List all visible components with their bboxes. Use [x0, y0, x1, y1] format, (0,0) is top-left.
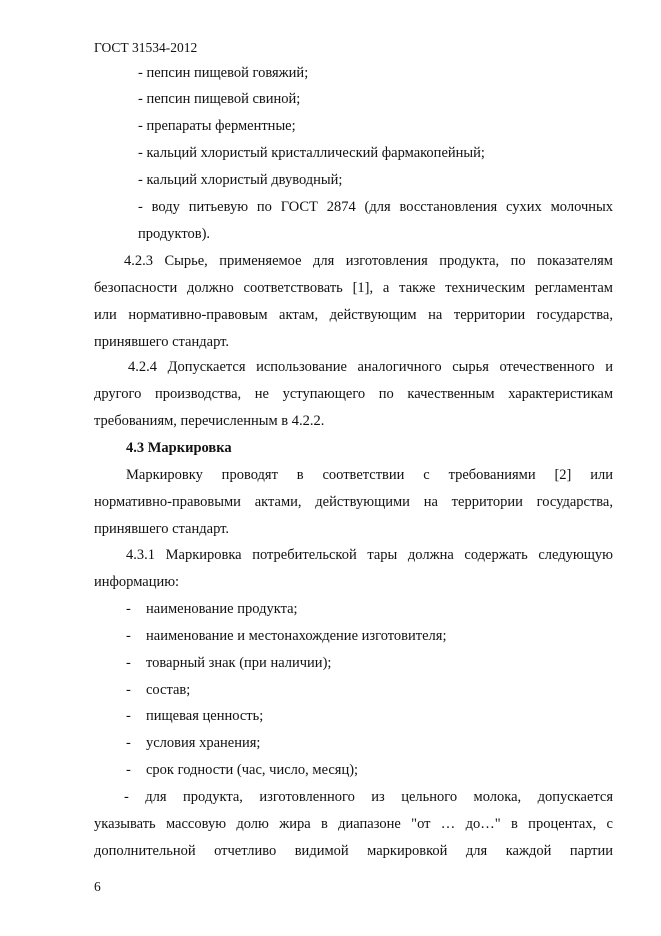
- list-item: пищевая ценность;: [146, 708, 264, 724]
- paragraph-last-line: - для продукта, изготовленного из цельного молока, допускается: [124, 789, 613, 805]
- paragraph-4-3-line: принявшего стандарт.: [94, 521, 229, 537]
- paragraph-4-3-1-line: 4.3.1 Маркировка потребительской тары должна содержать следующую: [126, 547, 613, 563]
- paragraph-last-line: дополнительной отчетливо видимой маркировкой для каждой партии: [94, 843, 613, 859]
- list-item-continuation: продуктов).: [138, 226, 211, 242]
- paragraph-4-2-3-line: безопасности должно соответствовать [1], а также техническим регламентам: [94, 280, 613, 296]
- page-number: 6: [94, 879, 101, 894]
- paragraph-4-3-line: нормативно-правовыми актами, действующими на территории государства,: [94, 494, 613, 510]
- paragraph-last-line: указывать массовую долю жира в диапазоне "от … до…" в процентах, с: [94, 816, 613, 832]
- list-dash: -: [126, 601, 131, 617]
- list-item: наименование и местонахождение изготовителя;: [146, 628, 447, 644]
- list-item: товарный знак (при наличии);: [146, 655, 332, 671]
- list-item: - кальций хлористый двуводный;: [138, 172, 343, 188]
- list-item: наименование продукта;: [146, 601, 298, 617]
- list-item: состав;: [146, 682, 191, 698]
- paragraph-4-2-4-line: требованиям, перечисленным в 4.2.2.: [94, 413, 325, 429]
- paragraph-4-2-3-line: принявшего стандарт.: [94, 334, 229, 350]
- paragraph-4-2-3-line: или нормативно-правовым актам, действующим на территории государства,: [94, 307, 613, 323]
- paragraph-4-2-3-line: 4.2.3 Сырье, применяемое для изготовления продукта, по показателям: [124, 253, 613, 269]
- list-dash: -: [126, 762, 131, 778]
- list-item: - пепсин пищевой говяжий;: [138, 65, 309, 81]
- list-item: - пепсин пищевой свиной;: [138, 91, 301, 107]
- list-dash: -: [126, 655, 131, 671]
- list-dash: -: [126, 682, 131, 698]
- paragraph-4-2-4-line: другого производства, не уступающего по качественным характеристикам: [94, 386, 613, 402]
- list-item: срок годности (час, число, месяц);: [146, 762, 359, 778]
- paragraph-4-3-line: Маркировку проводят в соответствии с требованиями [2] или: [126, 467, 613, 483]
- list-item: - кальций хлористый кристаллический фармакопейный;: [138, 145, 485, 161]
- list-dash: -: [126, 735, 131, 751]
- list-item: - воду питьевую по ГОСТ 2874 (для восстановления сухих молочных: [138, 199, 613, 215]
- paragraph-4-2-4-line: 4.2.4 Допускается использование аналогичного сырья отечественного и: [128, 359, 613, 375]
- list-item: - препараты ферментные;: [138, 118, 296, 134]
- list-dash: -: [126, 628, 131, 644]
- list-dash: -: [126, 708, 131, 724]
- document-header: ГОСТ 31534-2012: [94, 40, 198, 55]
- list-item: условия хранения;: [146, 735, 261, 751]
- paragraph-4-3-1-line: информацию:: [94, 574, 180, 590]
- section-heading: 4.3 Маркировка: [126, 440, 232, 456]
